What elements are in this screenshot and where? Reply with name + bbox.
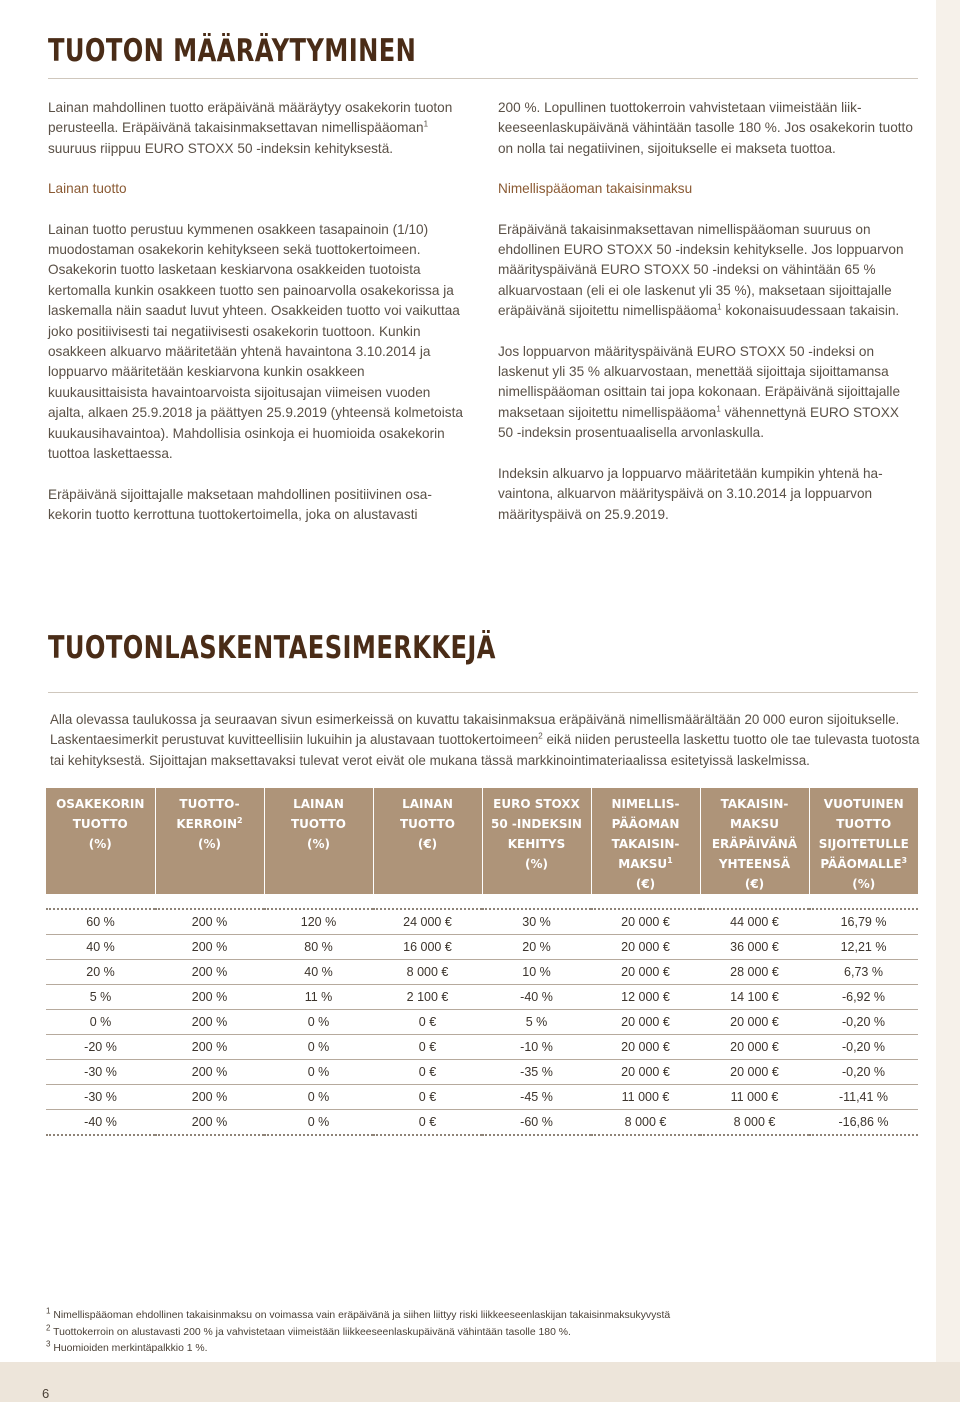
column-header: EURO STOXX 50 -INDEKSIN KEHITYS (%) [482, 788, 591, 894]
table-cell: 0 % [264, 1110, 373, 1136]
section-title: TUOTON MÄÄRÄYTYMINEN [48, 33, 417, 69]
table-cell: 0 € [373, 1010, 482, 1035]
column-header: LAINAN TUOTTO (%) [264, 788, 373, 894]
table-cell: 20 000 € [700, 1035, 809, 1060]
table-cell: 200 % [155, 1060, 264, 1085]
return-examples-table [46, 788, 918, 1136]
paragraph: Eräpäivänä sijoittajalle maksetaan mahdollinen positiivinen osakekorin tuotto kerrottuna tuottokertoimella, joka on alustavasti [48, 486, 432, 522]
table-cell: 12,21 % [809, 935, 918, 960]
table-row [46, 985, 918, 1010]
table-cell: 11 000 € [700, 1085, 809, 1110]
table-cell: -45 % [482, 1085, 591, 1110]
paragraph: Lainan tuotto perustuu kymmenen osakkeen tasapainoin (1/10) muodostaman osakekorin kehitykseen sekä tuottokertoimeen. Osakekorin tuotto lasketaan keskiarvona osakkeiden tuotoista kertomalla kunkin osakkeen tuotto sen painoarvolla osakekorissa ja laskemalla näin saadut luvut yhteen. Osakkeiden tuotto voi vaikuttaa joko positiivisesti tai negatiivisesti osakekorin tuottoon. Kunkin osakkeen alkuarvo määritetään yhtenä havaintona 3.10.2014 ja loppuarvo määritetään keskiarvona kunkin osakkeen kuukausittaisista havaintoarvoista sijoitusajan viimeisen vuoden ajalta, alkaen 25.9.2018 ja päättyen 25.9.2019 (yhteensä kolmetoista kuukausihavaintoa). Mahdollisia osinkoja ei huomioida osakekorin tuottoa laskettaessa. [48, 221, 463, 462]
table-cell: 20 000 € [591, 1060, 700, 1085]
table-cell: 0 % [264, 1060, 373, 1085]
table-cell: 20 000 € [591, 960, 700, 985]
table-cell: 30 % [482, 909, 591, 935]
table-cell: 20 000 € [700, 1060, 809, 1085]
table-cell: 20 000 € [700, 1010, 809, 1035]
table-cell: 20 000 € [591, 909, 700, 935]
footnote: $^1$ Nimellispääoman ehdollinen takaisinmaksu on voimassa vain eräpäivänä ja siihen liittyy riski liikkeeseenlaskijan takaisinmaksukyvystä [46, 1306, 671, 1321]
table-cell: 8 000 € [373, 960, 482, 985]
paragraph: Eräpäivänä takaisinmaksettavan nimellispääoman suuruus on ehdollinen EURO STOXX 50 -indeksin kehitykselle. Jos loppuarvon määrityspäivänä EURO STOXX 50 -indeksi on vähintään 65 % alkuarvostaan (eli ei ole laskenut yli 35 %), maksetaan sijoittajalle eräpäivänä sijoitettu nimellispääoma$^1$ kokonaisuudessaan takaisin. [498, 221, 904, 319]
subheading: Nimellispääoman takaisinmaksu [498, 181, 693, 197]
table-cell: 6,73 % [809, 960, 918, 985]
table-cell: 0 % [46, 1010, 155, 1035]
table-cell: 0 € [373, 1085, 482, 1110]
table-cell: 11 % [264, 985, 373, 1010]
paragraph: Indeksin alkuarvo ja loppuarvo määritetään kumpikin yhtenä havaintona, alkuarvon määrityspäivä on 3.10.2014 ja loppuarvon määrityspäivä on 25.9.2019. [498, 465, 883, 522]
examples-intro: Alla olevassa taulukossa ja seuraavan sivun esimerkeissä on kuvattu takaisinmaksua eräpäivänä nimellismäärältään 20 000 euron sijoitukselle. Laskentaesimerkit perustuvat kuvitteellisiin lukuihin ja alustavaan tuottokertoimeen$^2$ eikä niiden perusteella laskettu tuotto ole tae tulevasta tuotosta tai kehityksestä. Sijoittajan maksettavaksi tulevat verot eivät ole mukana tässä markkinointimateriaalissa esitetyissä laskelmissa. [50, 712, 920, 768]
title-divider [48, 78, 918, 79]
subheading: Lainan tuotto [48, 181, 127, 197]
table-cell: 200 % [155, 960, 264, 985]
examples-divider [48, 692, 918, 693]
table-cell: 0 € [373, 1060, 482, 1085]
table-cell: 0 % [264, 1085, 373, 1110]
table-cell: 36 000 € [700, 935, 809, 960]
table-cell: -10 % [482, 1035, 591, 1060]
table-cell: 8 000 € [591, 1110, 700, 1136]
column-header: TAKAISIN- MAKSU ERÄPÄIVÄNÄ YHTEENSÄ (€) [700, 788, 809, 894]
table-cell: 120 % [264, 909, 373, 935]
table-row [46, 1085, 918, 1110]
table-row [46, 1035, 918, 1060]
table-cell: 20 % [46, 960, 155, 985]
table-cell: 40 % [46, 935, 155, 960]
table-cell: 2 100 € [373, 985, 482, 1010]
table-cell: -11,41 % [809, 1085, 918, 1110]
column-header: VUOTUINEN TUOTTO SIJOITETULLE PÄÄOMALLE$^3$ (%) [809, 788, 918, 894]
table-cell: 8 000 € [700, 1110, 809, 1136]
left-column [48, 98, 466, 525]
table-cell: -0,20 % [809, 1035, 918, 1060]
table-cell: 5 % [482, 1010, 591, 1035]
table-cell: 16,79 % [809, 909, 918, 935]
table-cell: 200 % [155, 909, 264, 935]
table-cell: -0,20 % [809, 1060, 918, 1085]
table-cell: 16 000 € [373, 935, 482, 960]
examples-title: TUOTONLASKENTAESIMERKKEJÄ [48, 630, 496, 666]
table-cell: -20 % [46, 1035, 155, 1060]
table-cell: 0 € [373, 1110, 482, 1136]
page-number: 6 [42, 1386, 50, 1401]
table-row [46, 1010, 918, 1035]
table-cell: 80 % [264, 935, 373, 960]
table-cell: 20 000 € [591, 1010, 700, 1035]
table-cell: 12 000 € [591, 985, 700, 1010]
page-footer-band [0, 1362, 960, 1402]
table-row [46, 960, 918, 985]
table-cell: 200 % [155, 985, 264, 1010]
table-cell: 200 % [155, 1010, 264, 1035]
column-header: LAINAN TUOTTO (€) [373, 788, 482, 894]
table-cell: 5 % [46, 985, 155, 1010]
table-cell: 20 000 € [591, 1035, 700, 1060]
table-cell: 28 000 € [700, 960, 809, 985]
footnote: $^2$ Tuottokerroin on alustavasti 200 % ja vahvistetaan viimeistään liikkeeseenlaskupäivänä vähintään tasolle 180 %. [46, 1323, 571, 1338]
table-cell: -0,20 % [809, 1010, 918, 1035]
table-row [46, 935, 918, 960]
paragraph: Jos loppuarvon määrityspäivänä EURO STOXX 50 -indeksi on laskenut yli 35 % alkuarvostaan, menettää sijoittaja sijoittamansa nimellispääoman osittain tai jopa kokonaan. Eräpäivänä sijoittajalle maksetaan sijoitettu nimellispääoma$^1$ vähennettynä EURO STOXX 50 -indeksin prosentuaalisella arvonlaskulla. [498, 343, 901, 441]
table-cell: 200 % [155, 1085, 264, 1110]
table-cell: 0 % [264, 1035, 373, 1060]
table-cell: 200 % [155, 1110, 264, 1136]
table-cell: 40 % [264, 960, 373, 985]
table-cell: 200 % [155, 935, 264, 960]
table-cell: -16,86 % [809, 1110, 918, 1136]
table-row [46, 909, 918, 935]
footnotes [46, 1308, 916, 1358]
table-cell: -30 % [46, 1085, 155, 1110]
table-cell: 10 % [482, 960, 591, 985]
table-row [46, 1060, 918, 1085]
table-cell: -60 % [482, 1110, 591, 1136]
table-cell: -30 % [46, 1060, 155, 1085]
table-cell: 20 000 € [591, 935, 700, 960]
table-cell: 60 % [46, 909, 155, 935]
table-cell: -40 % [482, 985, 591, 1010]
table-cell: 24 000 € [373, 909, 482, 935]
table-cell: 200 % [155, 1035, 264, 1060]
footnote: $^3$ Huomioiden merkintäpalkkio 1 %. [46, 1339, 208, 1355]
paragraph: Lainan mahdollinen tuotto eräpäivänä määräytyy osakekorin tuoton perusteella. Eräpäivänä takaisinmaksettavan nimellispääoman$^1$ suuruus riippuu EURO STOXX 50 -indeksin kehityksestä. [48, 100, 453, 156]
table-row [46, 1110, 918, 1136]
table-cell: 11 000 € [591, 1085, 700, 1110]
column-header: OSAKEKORIN TUOTTO (%) [46, 788, 155, 894]
table-cell: 14 100 € [700, 985, 809, 1010]
paragraph: 200 %. Lopullinen tuottokerroin vahvistetaan viimeistään liikkeeseenlaskupäivänä vähintään tasolle 180 %. Jos osakekorin tuotto on nolla tai negatiivinen, sijoitukselle ei makseta tuottoa. [498, 100, 913, 156]
right-column [498, 98, 916, 525]
table-cell: -35 % [482, 1060, 591, 1085]
table-cell: -6,92 % [809, 985, 918, 1010]
column-header: TUOTTO- KERROIN$^2$ (%) [155, 788, 264, 894]
table-cell: 0 € [373, 1035, 482, 1060]
table-cell: -40 % [46, 1110, 155, 1136]
table-cell: 44 000 € [700, 909, 809, 935]
table-cell: 20 % [482, 935, 591, 960]
table-cell: 0 % [264, 1010, 373, 1035]
column-header: NIMELLIS- PÄÄOMAN TAKAISIN- MAKSU$^1$ (€) [591, 788, 700, 894]
